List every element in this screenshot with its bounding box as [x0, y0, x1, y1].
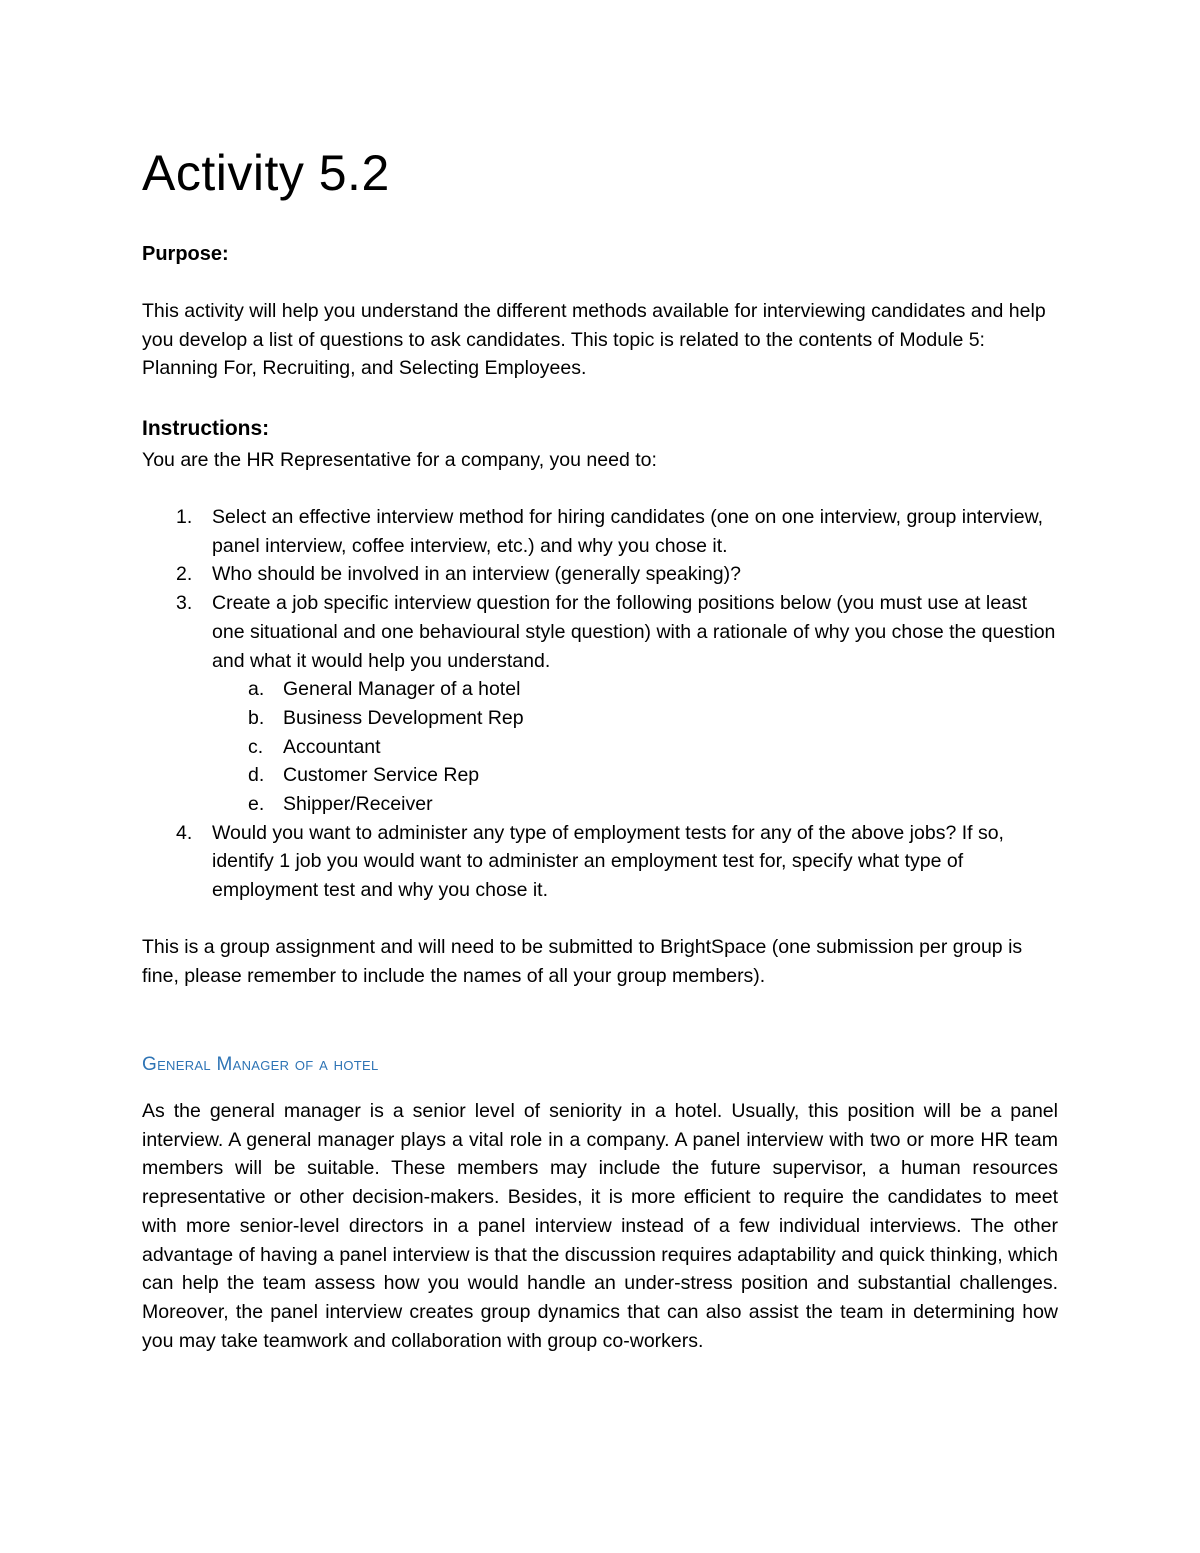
- list-item-text: Who should be involved in an interview (generally speaking)?: [212, 563, 741, 586]
- list-item-2: [142, 560, 1058, 589]
- section-body: As the general manager is a senior level of seniority in a hotel. Usually, this position will be a panel interview. A general manager plays a vital role in a company. A panel interview with two or more HR team members will be suitable. These members may include the future supervisor, a human resources representative or other decision-makers. Besides, it is more efficient to require the candidates to meet with more senior-level directors in a panel interview instead of a few individual interviews. The other advantage of having a panel interview is that the discussion requires adaptability and quick thinking, which can help the team assess how you would handle an under-stress position and substantial challenges. Moreover, the panel interview creates group dynamics that can also assist the team in determining how you may take teamwork and collaboration with group co-workers.: [142, 1100, 1058, 1352]
- position-text: Business Development Rep: [283, 706, 524, 729]
- page-title: Activity 5.2: [142, 145, 390, 201]
- position-text: General Manager of a hotel: [283, 678, 521, 701]
- position-item: [142, 790, 1058, 819]
- list-item-text: Select an effective interview method for hiring candidates (one on one interview, group interview, panel interview, coffee interview, etc.) and why you chose it.: [212, 506, 1044, 557]
- position-text: Accountant: [283, 735, 381, 758]
- instructions-label: Instructions:: [142, 417, 270, 440]
- list-number: 1.: [176, 506, 193, 528]
- purpose-text: This activity will help you understand the different methods available for interviewing candidates and help you develop a list of questions to ask candidates. This topic is related to the contents of Module 5: Planning For, Recruiting, and Selecting Employees.: [142, 300, 1046, 380]
- position-item: [142, 675, 1058, 704]
- list-item-text: Would you want to administer any type of employment tests for any of the above jobs? If so, identify 1 job you would want to administer an employment test for, specify what type of employment test and why you chose it.: [212, 821, 1004, 902]
- position-item: [142, 704, 1058, 733]
- position-item: [142, 733, 1058, 762]
- instructions-list: [142, 503, 1058, 905]
- section-heading: General Manager of a hotel: [142, 1054, 379, 1075]
- position-letter: b.: [248, 706, 265, 729]
- list-item-text: Create a job specific interview question for the following positions below (you must use at least one situational and one behavioural style question) with a rationale of why you chose the question and what it would help you understand.: [212, 592, 1056, 672]
- position-list: [142, 675, 1058, 819]
- submission-note: This is a group assignment and will need to be submitted to BrightSpace (one submission per group is fine, please remember to include the names of all your group members).: [142, 936, 1023, 987]
- list-item-1: [142, 503, 1058, 560]
- list-item-3: [142, 589, 1058, 675]
- position-letter: e.: [248, 793, 265, 816]
- position-letter: c.: [248, 735, 264, 758]
- position-letter: a.: [248, 678, 265, 701]
- instructions-intro: You are the HR Representative for a company, you need to:: [142, 449, 657, 471]
- position-item: [142, 761, 1058, 790]
- position-letter: d.: [248, 764, 265, 787]
- purpose-label: Purpose:: [142, 243, 229, 265]
- position-text: Shipper/Receiver: [283, 793, 433, 816]
- list-number: 4.: [176, 821, 193, 844]
- list-item-4: [142, 819, 1058, 905]
- list-number: 2.: [176, 563, 193, 586]
- position-text: Customer Service Rep: [283, 764, 480, 787]
- list-number: 3.: [176, 592, 193, 615]
